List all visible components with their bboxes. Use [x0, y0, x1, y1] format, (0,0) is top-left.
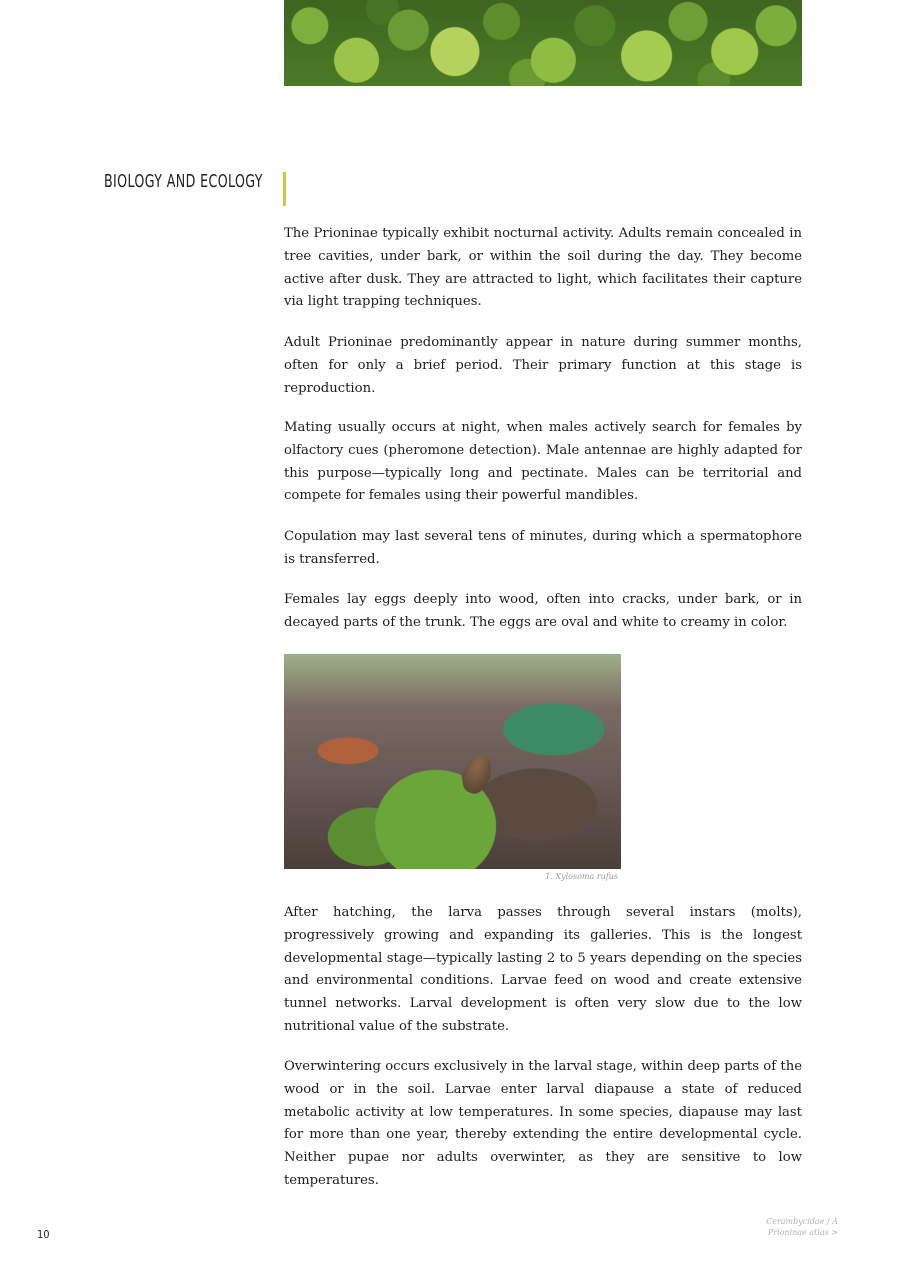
paragraph-block-5 — [284, 589, 802, 635]
paragraph-adult-season: Adult Prioninae predominantly appear in nature during summer months, often for only a brief period. Their primary function at this stage is reproduction. — [284, 335, 802, 396]
paragraph-mating: Mating usually occurs at night, when males actively search for females by olfactory cues (pheromone detection). Male antennae are highly adapted for this purpose—typically long and pectinate. Males can be territorial and compete for females using their powerful mandibles. — [284, 420, 802, 504]
running-footer — [766, 1216, 838, 1238]
paragraph-larval-development: After hatching, the larva passes through several instars (molts), progressively growing and expanding its galleries. This is the longest developmental stage—typically lasting 2 to 5 years depending on the species and environmental conditions. Larvae feed on wood and create extensive tunnel networks. Larval development is often very slow due to the low nutritional value of the substrate. — [284, 905, 802, 1034]
paragraph-block-2 — [284, 332, 802, 400]
figure-caption: 1. Xylosoma rufus — [545, 872, 618, 881]
paragraph-block-1 — [284, 223, 802, 314]
paragraph-overwintering: Overwintering occurs exclusively in the larval stage, within deep parts of the wood or in the soil. Larvae enter larval diapause a state of reduced metabolic activity at low temperatures. In some species, diapause may last for more than one year, thereby extending the entire developmental cycle. Neither pupae nor adults overwinter, as they are sensitive to low temperatures. — [284, 1059, 802, 1188]
beetle-photo — [284, 654, 621, 869]
heading-accent-bar — [283, 172, 286, 206]
beetle-figure — [458, 751, 496, 797]
section-heading: BIOLOGY AND ECOLOGY — [104, 171, 263, 192]
paragraph-nocturnal-activity: The Prioninae typically exhibit nocturnal activity. Adults remain concealed in tree cavities, under bark, or within the soil during the day. They become active after dusk. They are attracted to light, which facilitates their capture via light trapping techniques. — [284, 226, 802, 310]
forest-canopy-photo — [284, 0, 802, 86]
footer-line-1: Cerambycidae / A — [766, 1217, 838, 1226]
paragraph-block-7 — [284, 1056, 802, 1193]
paragraph-egg-laying: Females lay eggs deeply into wood, often into cracks, under bark, or in decayed parts of the trunk. The eggs are oval and white to creamy in color. — [284, 592, 802, 630]
page-number: 10 — [37, 1228, 50, 1241]
paragraph-block-3 — [284, 417, 802, 508]
paragraph-block-4 — [284, 526, 802, 572]
paragraph-block-6 — [284, 902, 802, 1039]
paragraph-copulation: Copulation may last several tens of minutes, during which a spermatophore is transferred. — [284, 529, 802, 567]
footer-line-2: Prioninae atlas > — [767, 1228, 838, 1237]
